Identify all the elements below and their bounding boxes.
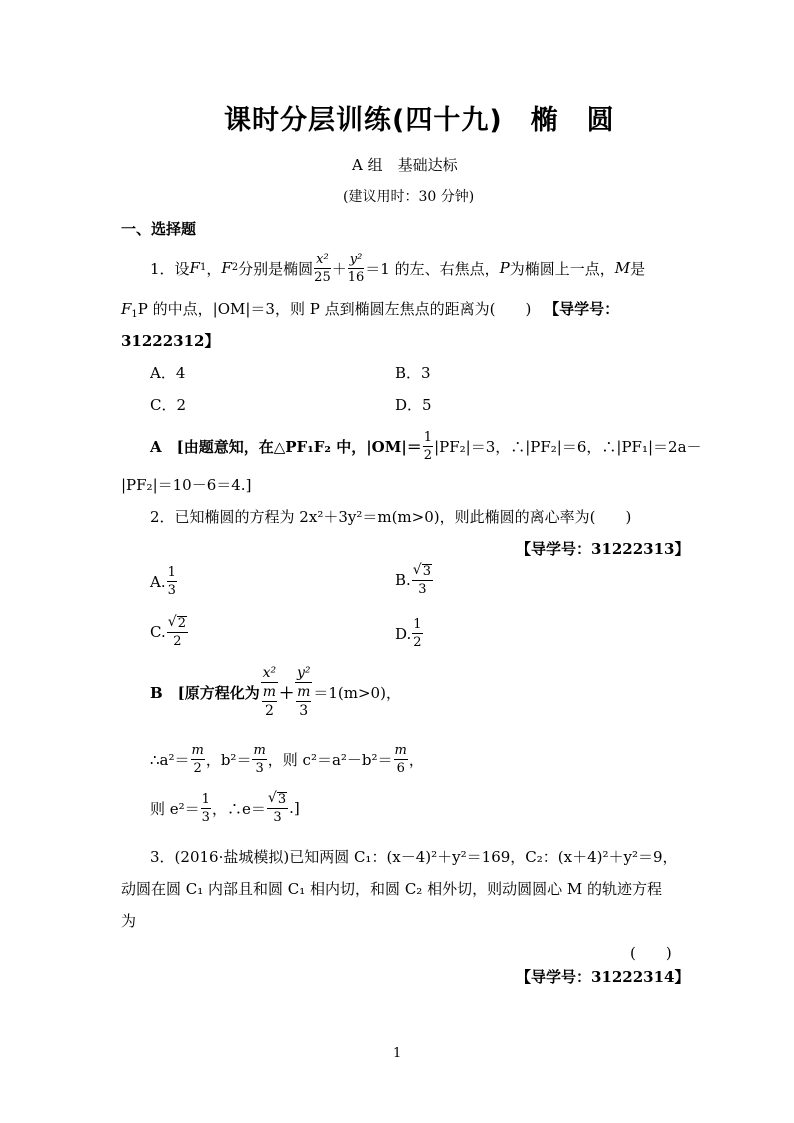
question-3-line-1: 3．(2016·盐城模拟)已知两圆 C₁：(x－4)²＋y²＝169，C₂：(x＋4)²＋y²＝9， [150,848,678,866]
answer-1-line-2: |PF₂|＝10－6＝4.] [121,476,252,494]
guide-number-2: 【导学号：31222313】 [516,540,690,558]
answer-parentheses: ( ) [630,944,672,962]
question-1-line-2: $F_1P$ 的中点，|OM|＝3，则 P 点到椭圆左焦点的距离为( ) 【导学号： [121,300,620,320]
option-a: A．4 [150,364,186,382]
option-b: B．3 [395,364,431,382]
answer-2-line-2: ∴a²＝ $\frac{m}{2}$ ，b²＝ $\frac{m}{3}$ ，则 c²＝a²－b²＝ $\frac{m}{6}$ ， [150,743,424,776]
guide-number-1-cont: 31222312】 [121,332,220,350]
question-1-line-1: 1．设 F 1 ， F 2 分别是椭圆 $\frac{\text{x²}}{25}$ ＋ $\frac{\text{y²}}{16}$ ＝1 的左、右焦点， P 为椭圆上一点， M 是 [150,251,646,285]
time-note: (建议用时：30 分钟) [343,189,475,205]
guide-number-1: 【导学号： [544,300,620,318]
answer-2-line-1: B [原方程化为 $\frac{\text{x²}}{\frac{m}{2}}$ ＋ $\frac{\text{y²}}{\frac{m}{3}}$ ＝1(m>0)， [150,665,401,719]
option-2d: D. $\frac{1}{2}$ [395,617,422,650]
section-heading: 一、选择题 [121,220,197,238]
option-2a: A. $\frac{1}{3}$ [150,565,176,598]
option-2c: C. √ $\frac{2}{2}$ [150,616,189,648]
answer-1-line-1: A [由题意知，在△PF₁F₂ 中，|OM|＝ $\frac{1}{2}$ |PF₂|＝3，∴|PF₂|＝6，∴|PF₁|＝2a－ [150,429,702,463]
option-2b: B. √ $\frac{3}{3}$ [395,564,434,596]
question-2: 2．已知椭圆的方程为 2x²＋3y²＝m(m>0)，则此椭圆的离心率为( ) [150,508,632,526]
question-3-line-2: 动圆在圆 C₁ 内部且和圆 C₁ 相内切，和圆 C₂ 相外切，则动圆圆心 M 的轨迹方程 [121,880,662,898]
answer-2-line-3: 则 e²＝ $\frac{1}{3}$ ，∴e＝ √ $\frac{3}{3}$ .] [150,792,300,824]
question-3-line-3: 为 [121,912,137,930]
page-number: 1 [393,1046,402,1061]
page-title: 课时分层训练(四十九) 椭 圆 [224,105,615,136]
option-c: C．2 [150,396,187,414]
group-heading: A 组 基础达标 [352,156,458,174]
option-d: D．5 [395,396,432,414]
guide-number-3: 【导学号：31222314】 [516,968,690,986]
